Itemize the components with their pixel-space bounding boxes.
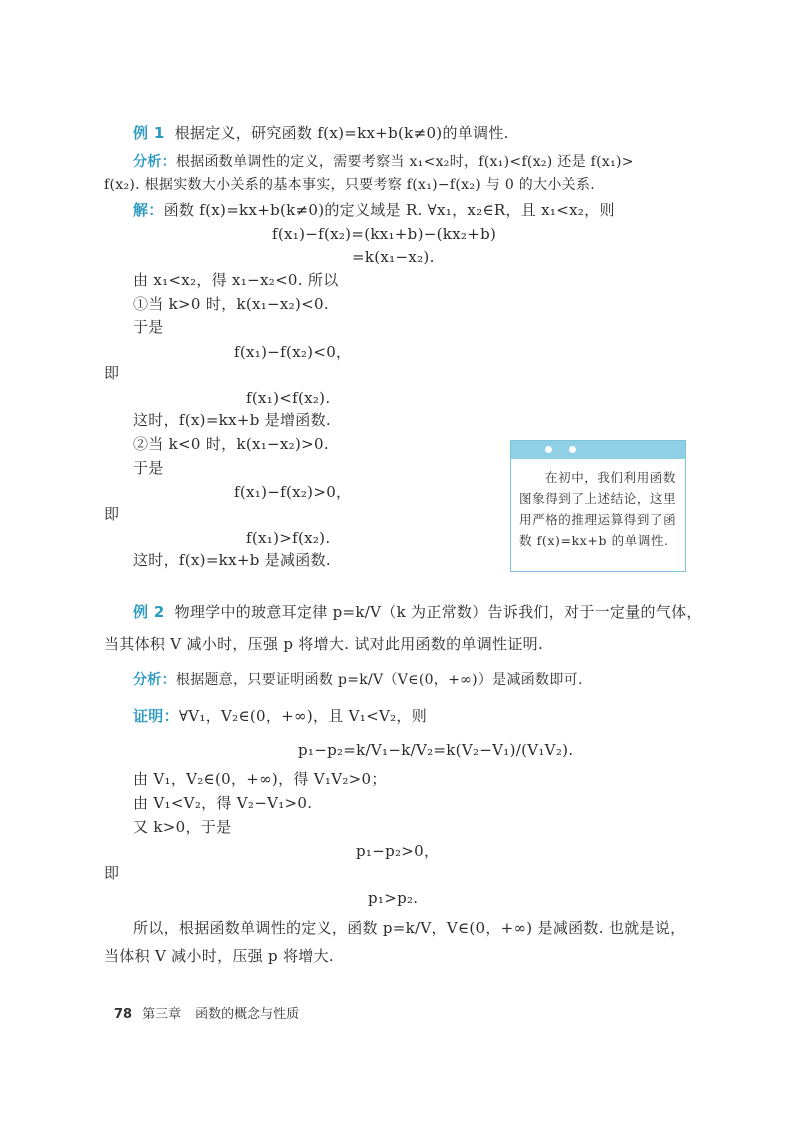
page-number: 78 xyxy=(114,1007,133,1022)
proof-label: 证明： xyxy=(133,707,179,725)
equation-2: =k(x₁−x₂). xyxy=(352,248,435,266)
ji-1: 即 xyxy=(104,364,120,382)
note-dot-icon xyxy=(569,446,576,453)
proof-line-b: 由 V₁<V₂，得 V₂−V₁>0. xyxy=(133,794,313,812)
proof-equation: p₁−p₂=k/V₁−k/V₂=k(V₂−V₁)/(V₁V₂). xyxy=(298,741,574,759)
example-2-analysis xyxy=(133,670,583,690)
proof-ji: 即 xyxy=(104,864,120,882)
example-2-label: 例 2 xyxy=(133,603,165,621)
equation-1: f(x₁)−f(x₂)=(kx₁+b)−(kx₂+b) xyxy=(272,225,497,243)
case-1: ①当 k>0 时，k(x₁−x₂)<0. xyxy=(133,295,329,313)
final-line-2: 当体积 V 减小时，压强 p 将增大. xyxy=(104,947,334,965)
example-1-label: 例 1 xyxy=(133,124,165,142)
conclusion-2: 这时，f(x)=kx+b 是减函数. xyxy=(133,551,331,569)
analysis-label: 分析： xyxy=(133,154,176,170)
chapter-label: 第三章 xyxy=(142,1007,182,1022)
proof-inequality-1: p₁−p₂>0， xyxy=(356,842,440,860)
example-1-title xyxy=(133,123,509,143)
case-2: ②当 k<0 时，k(x₁−x₂)>0. xyxy=(133,435,329,453)
analysis-text: 根据题意，只要证明函数 p=k/V（V∈(0，+∞)）是减函数即可. xyxy=(175,672,583,688)
side-note-box xyxy=(510,440,686,572)
analysis-label: 分析： xyxy=(133,672,176,688)
solution-label: 解： xyxy=(133,201,164,219)
example-1-analysis-line-1 xyxy=(133,152,634,172)
proof-line-a: 由 V₁，V₂∈(0，+∞)，得 V₁V₂>0； xyxy=(133,770,387,788)
note-dot-icon xyxy=(545,446,552,453)
page-footer xyxy=(114,1003,299,1022)
solution-text: 函数 f(x)=kx+b(k≠0)的定义域是 R. ∀x₁，x₂∈R，且 x₁<x₂，则 xyxy=(163,201,615,219)
proof-line-1 xyxy=(133,706,427,726)
example-2-statement-1: 物理学中的玻意耳定律 p=k/V（k 为正常数）告诉我们，对于一定量的气体， xyxy=(174,603,702,621)
example-2-title xyxy=(133,602,702,622)
analysis-text: 根据函数单调性的定义，需要考察当 x₁<x₂时，f(x₁)<f(x₂) 还是 f(x₁)> xyxy=(175,154,634,170)
chapter-title: 函数的概念与性质 xyxy=(195,1007,300,1022)
proof-text: ∀V₁，V₂∈(0，+∞)，且 V₁<V₂，则 xyxy=(178,707,427,725)
inequality-4: f(x₁)>f(x₂). xyxy=(246,529,331,547)
yushi-1: 于是 xyxy=(133,318,164,336)
yushi-2: 于是 xyxy=(133,459,164,477)
note-header xyxy=(511,441,685,459)
inequality-2: f(x₁)<f(x₂). xyxy=(246,389,331,407)
example-1-analysis-line-2: f(x₂). 根据实数大小关系的基本事实，只要考察 f(x₁)−f(x₂) 与 0 的大小关系. xyxy=(104,177,596,193)
ji-2: 即 xyxy=(104,505,120,523)
proof-line-c: 又 k>0，于是 xyxy=(133,818,232,836)
example-1-statement: 根据定义，研究函数 f(x)=kx+b(k≠0)的单调性. xyxy=(174,124,509,142)
final-line-1: 所以，根据函数单调性的定义，函数 p=k/V，V∈(0，+∞) 是减函数. 也就是说， xyxy=(133,919,686,937)
conclusion-1: 这时，f(x)=kx+b 是增函数. xyxy=(133,411,331,429)
example-2-statement-2: 当其体积 V 减小时，压强 p 将增大. 试对此用函数的单调性证明. xyxy=(104,635,544,653)
note-text: 在初中，我们利用函数图象得到了上述结论，这里用严格的推理运算得到了函数 f(x)=kx+b 的单调性. xyxy=(519,470,677,548)
example-1-solution-line-1 xyxy=(133,200,615,220)
inequality-3: f(x₁)−f(x₂)>0， xyxy=(234,483,352,501)
inequality-1: f(x₁)−f(x₂)<0， xyxy=(234,343,352,361)
derivation-line: 由 x₁<x₂，得 x₁−x₂<0. 所以 xyxy=(133,271,339,289)
proof-inequality-2: p₁>p₂. xyxy=(368,889,419,907)
